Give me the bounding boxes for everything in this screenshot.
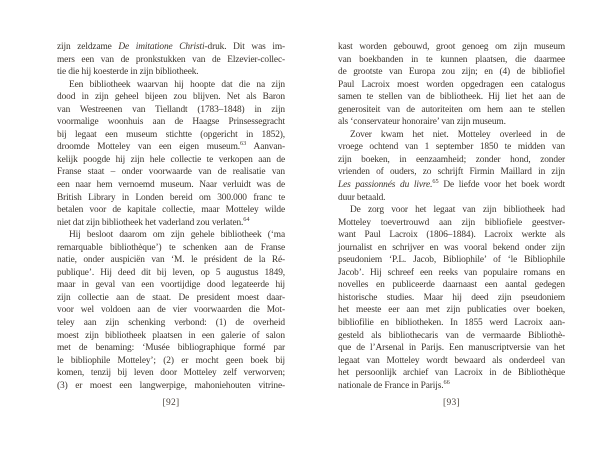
text-line: generositeit van de autoriteiten om hem aan te stellen <box>338 104 565 115</box>
text-line: legaat van Motteley wordt bewaard als onderdeel van <box>338 355 565 366</box>
text-line: vrienden of ouders, zo schrijft Firmin Maillard in zijn <box>338 167 565 178</box>
text-line: betalen voor de kapitale collectie, maar Motteley wilde <box>57 205 285 216</box>
text-line: droomde Motteley van een eigen museum.$^{63}$ Aanvan- <box>57 140 285 153</box>
text-line: Franse staat – onder voorwaarde van de realisatie van <box>57 167 285 178</box>
text-line: voor wel voldoen aan de vier voorwaarden die Mot- <box>57 305 285 316</box>
text-line: het persoonlijk archief van Lacroix in de Bibliothèque <box>338 368 565 379</box>
text-line: want Paul Lacroix (1806–1884). Lacroix werkte als <box>338 230 565 241</box>
text-line: bij legaat een museum stichtte (opgericht in 1852), <box>57 129 285 140</box>
text-line: teley aan zijn schenking verbond: (1) de overheid <box>57 318 285 329</box>
text-line: zijn boeken, in eenzaamheid; zonder hond, zonder <box>338 154 565 165</box>
page-right <box>338 41 565 408</box>
page-number: [92] <box>162 398 180 409</box>
text-line: zijn zeldzame De imitatione Christi-druk. Dit was im- <box>57 42 285 52</box>
text-line: Motteley toevertrouwd aan zijn bibliofiele geestver- <box>338 217 565 228</box>
text-line: De zorg voor het legaat van zijn bibliotheek had <box>350 205 565 216</box>
text-line: pseudoniem ‘P.L. Jacob, Bibliophile’ of ‘le Bibliophile <box>338 255 565 266</box>
text-line: met de benaming: ‘Musée bibliographique formé par <box>57 343 285 354</box>
text-line: journalist en schrijver en was vooral bekend onder zijn <box>338 242 565 253</box>
text-line: kast worden gebouwd, groot genoeg om zijn museum <box>338 42 565 52</box>
text-line: dood in zijn geheel bijeen zou blijven. Net als Baron <box>57 92 285 103</box>
text-line: kelijk poogde hij zijn hele collectie te verkopen aan de <box>57 154 285 165</box>
text-block <box>338 41 565 392</box>
text-line: komen, tenzij bij leven door Motteley zelf verworven; <box>57 368 285 379</box>
text-line: (3) er moest een langwerpige, mahoniehouten vitrine- <box>57 380 285 391</box>
text-line: niet dat zijn bibliotheek het vaderland zou verlaten.$^{64}$ <box>57 215 250 228</box>
text-line: voormalige woonhuis aan de Haagse Prinsessegracht <box>57 117 285 128</box>
text-line: samen te stellen van de bibliotheek. Hij liet het aan de <box>338 92 565 103</box>
text-line: duur betaald. <box>338 192 386 203</box>
text-line: Paul Lacroix moest worden opgedragen een catalogus <box>338 79 565 90</box>
text-line: als ‘conservateur honoraire’ van zijn museum. <box>338 117 506 128</box>
text-line: tie die hij koesterde in zijn bibliotheek. <box>57 67 199 78</box>
text-line: historische studies. Maar hij deed zijn pseudoniem <box>338 292 565 303</box>
text-line: de grootste van Europa zou zijn; en (4) de bibliofiel <box>338 67 565 78</box>
text-line: moest zijn bibliotheek plaatsen in een galerie of salon <box>57 330 285 341</box>
text-line: natie, onder auspiciën van ‘M. le président de la Ré- <box>57 255 285 266</box>
text-line: maar in geval van een voortijdige dood legateerde hij <box>57 280 285 291</box>
text-line: British Library in Londen bereid om 300.000 franc te <box>57 192 285 203</box>
text-line: nationale de France in Parijs.$^{66}$ <box>338 378 450 391</box>
text-block <box>57 41 285 392</box>
text-line: gesteld als bibliothecaris van de vermaarde Bibliothè- <box>338 330 565 341</box>
text-line: que de l’Arsenal in Parijs. Een manuscriptversie van het <box>338 343 565 354</box>
text-line: een naar hem vernoemd museum. Naar verluidt was de <box>57 180 285 191</box>
text-line: Jacob’. Hij schreef een reeks van populaire romans en <box>338 267 565 278</box>
text-line: le bibliophile Motteley’; (2) er mocht geen boek bij <box>57 355 285 366</box>
text-line: publique’. Hij deed dit bij leven, op 5 augustus 1849, <box>57 267 285 278</box>
text-line: novelles en publiceerde daarnaast een aantal gedegen <box>338 280 565 291</box>
page-left <box>57 41 285 408</box>
text-line: Zover kwam het niet. Motteley overleed in de <box>350 129 565 140</box>
text-line: het meeste eer aan met zijn publicaties over boeken, <box>338 305 565 316</box>
text-line: van Westreenen van Tiellandt (1783–1848) in zijn <box>57 104 285 115</box>
text-line: zijn collectie aan de staat. De president moest daar- <box>57 292 285 303</box>
text-line: Hij besloot daarom om zijn gehele bibliotheek (‘ma <box>69 230 285 241</box>
text-line: van boekbanden in te kunnen plaatsen, die daarmee <box>338 54 565 65</box>
text-line: Een bibliotheek waarvan hij hoopte dat die na zijn <box>69 79 285 90</box>
text-line: vroege ochtend van 1 september 1850 te midden van <box>338 142 565 153</box>
text-line: Les passionnés du livre.$^{65}$ De liefde voor het boek wordt <box>338 177 565 191</box>
text-line: bibliofilie en bibliotheken. In 1855 werd Lacroix aan- <box>338 318 565 329</box>
text-line: mers een van de pronkstukken van de Elzevier-collec- <box>57 54 285 65</box>
page-number: [93] <box>442 398 461 409</box>
text-line: remarquable bibliothèque’) te schenken aan de Franse <box>57 242 285 253</box>
